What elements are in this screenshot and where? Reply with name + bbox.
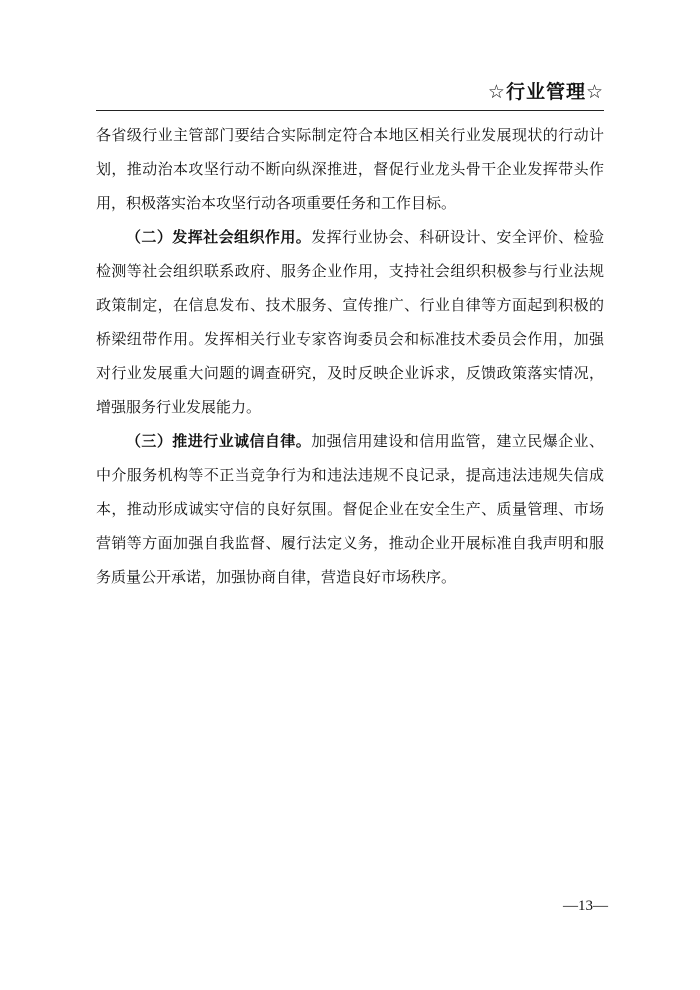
page-header (96, 78, 604, 111)
paragraph-heading: （二）发挥社会组织作用。 (126, 228, 312, 246)
paragraph-heading: （三）推进行业诚信自律。 (126, 432, 312, 450)
paragraph-text: 各省级行业主管部门要结合实际制定符合本地区相关行业发展现状的行动计划，推动治本攻坚行动不断向纵深推进，督促行业龙头骨干企业发挥带头作用，积极落实治本攻坚行动各项重要任务和工作目标。 (96, 126, 604, 212)
section-title: ☆行业管理☆ (487, 81, 604, 103)
paragraph-text: 发挥行业协会、科研设计、安全评价、检验检测等社会组织联系政府、服务企业作用，支持社会组织积极参与行业法规政策制定，在信息发布、技术服务、宣传推广、行业自律等方面起到积极的桥梁纽带作用。发挥相关行业专家咨询委员会和标准技术委员会作用，加强对行业发展重大问题的调查研究，及时反映企业诉求，反馈政策落实情况，增强服务行业发展能力。 (96, 228, 604, 416)
paragraph-continuation (96, 118, 604, 220)
paragraph-social-organizations (96, 220, 604, 424)
document-body (96, 118, 604, 594)
paragraph-text: 加强信用建设和信用监管，建立民爆企业、中介服务机构等不正当竞争行为和违法违规不良记录，提高违法违规失信成本，推动形成诚实守信的良好氛围。督促企业在安全生产、质量管理、市场营销等方面加强自我监督、履行法定义务，推动企业开展标准自我声明和服务质量公开承诺，加强协商自律，营造良好市场秩序。 (96, 432, 604, 586)
paragraph-industry-integrity (96, 424, 604, 594)
page-number: —13— (563, 898, 608, 914)
